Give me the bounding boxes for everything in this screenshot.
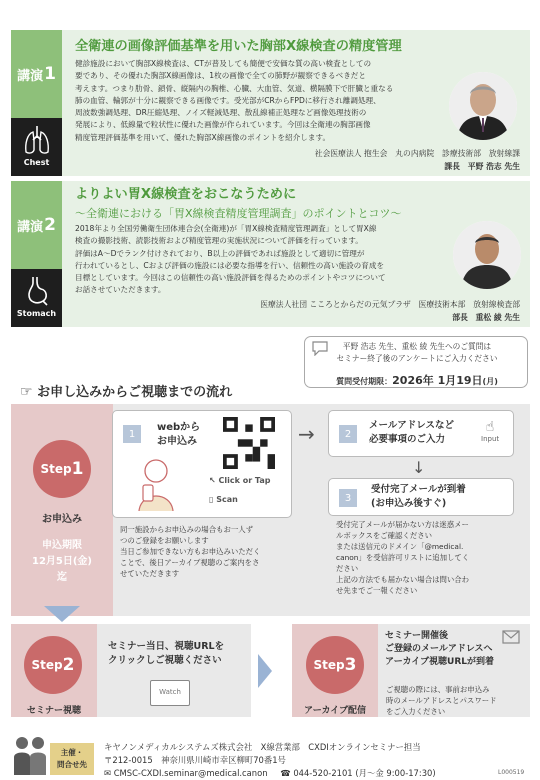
lecture-1-title: 全衛連の画像評価基準を用いた胸部X線検査の精度管理 [75, 39, 402, 54]
card-3-title: 受付完了メールが到着 (お申込み後すぐ) [371, 484, 466, 509]
phone-icon: ▯ [209, 495, 217, 504]
card-1-title: webから お申込み [157, 422, 201, 447]
footer-email[interactable]: CMSC-CXDI.seminar@medical.canon [113, 768, 268, 778]
hand-touch-icon: ☝ [485, 419, 495, 435]
question-line-2: セミナー終了後のアンケートにご入力ください [336, 354, 498, 363]
pointing-hand-icon: ☞ [20, 384, 33, 400]
lecture-2-organ [11, 269, 62, 327]
organ-label: Stomach [16, 309, 57, 318]
footer-company: キヤノンメディカルシステムズ株式会社 X線営業部 CXDIオンラインセミナー担当 [104, 742, 421, 752]
step-2-text: セミナー当日、視聴URLを クリックしご視聴ください [108, 641, 225, 666]
stomach-icon [23, 275, 51, 307]
step-1-card-mail [328, 478, 514, 516]
lecture-1 [11, 30, 530, 176]
arrow-right-icon: → [298, 422, 315, 446]
staff-illustration-icon [12, 735, 48, 775]
footer-contact [104, 767, 436, 779]
step-1-card-web[interactable] [112, 410, 292, 518]
lecture-1-organ [11, 118, 62, 176]
chevron-right-icon [258, 654, 272, 688]
speaker-2-name: 部長 重松 綾 先生 [452, 313, 520, 322]
lungs-icon [23, 124, 51, 156]
footer-address: 〒212-0015 神奈川県川崎市幸区柳町70番1号 [104, 755, 286, 765]
arrow-down-icon: ↓ [412, 458, 426, 477]
card-2-number: 2 [339, 425, 357, 443]
speaker-2-photo [453, 221, 521, 289]
person-with-phone-icon [125, 455, 187, 513]
lecture-1-side [11, 30, 62, 176]
chevron-down-icon [44, 606, 80, 622]
step-1-card-input [328, 410, 514, 457]
input-label: ☝ Input [481, 419, 500, 443]
step-3-text: セミナー開催後 ご登録のメールアドレスへ アーカイブ視聴URLが到着 [385, 631, 494, 667]
click-or-tap-label: ↖ Click or Tap [209, 476, 271, 485]
question-box [304, 336, 528, 388]
organizer-badge: 主催・ 問合せ先 [50, 743, 94, 775]
card-1-number: 1 [123, 425, 141, 443]
lecture-2-side [11, 181, 62, 327]
card-2-title: メールアドレスなど 必要事項のご入力 [369, 420, 455, 445]
step-3-label: アーカイブ配信 [303, 706, 366, 716]
question-line-1: 平野 浩志 先生、重松 綾 先生へのご質問は [342, 342, 492, 351]
speaker-1-org: 社会医療法人 抱生会 丸の内病院 診療技術部 放射線課 [314, 149, 520, 158]
step-3-circle: Step 3 [306, 636, 364, 694]
step-1-notes-right: 受付完了メールが届かない方は迷惑メー ルボックスをご確認ください または送信元のドメイン「@medical. canon」を受信許可リストに追加してく ださい 上記の方法でも届かない場合は問い合わ せ先までご一報ください [336, 520, 470, 595]
mail-icon: ✉ [104, 768, 114, 778]
speaker-1-photo [449, 72, 517, 140]
step-1-notes-left: 同一施設からお申込みの場合もお一人ず つのご登録をお願いします 当日ご参加できない方もお申込みいただく ことで、後日アーカイブ視聴のご案内をさ せていただきます [120, 525, 261, 578]
step-1-period: 申込期限 12月5日(金) 迄 [31, 540, 92, 583]
footer-phone: 044-520-2101 [293, 768, 353, 778]
scan-label: ▯ Scan [209, 495, 238, 504]
card-3-number: 3 [339, 489, 357, 507]
lecture-2-body: 2018年より全国労働衛生団体連合会(全衛連)が「胃X線検査精度管理調査」として胃X線 検査の撮影技術、読影技術および精度管理の実施状況について評価を行っています。 評価はA～Dでランク付けされており、B以上の評価であれば施設として適切に管理が 行われているとし、Cおよび評価の施設には必要な指導を行い、信頼性の高い施設の育成を 目標としています。今回はこの信頼性の高い施設評価を得るためのポイントやコツについて お話させていただきます。 [75, 224, 386, 295]
question-deadline: 質問受付期限：2026年 1月19日(月) [336, 374, 498, 387]
speaker-2-org: 医療法人社団 こころとからだの元気プラザ 医療技術本部 放射線検査部 [260, 300, 520, 309]
step-2-circle: Step 2 [24, 636, 82, 694]
step-1-circle: Step 1 [33, 440, 91, 498]
lecture-2-title: よりよい胃X線検査をおこなうために [75, 187, 297, 202]
speaker-1-name: 課長 平野 浩志 先生 [444, 162, 520, 171]
cursor-icon: ↖ [209, 476, 219, 485]
watch-monitor-icon: Watch [150, 680, 190, 706]
lecture-1-tag: 講演 1 [11, 30, 62, 118]
phone-icon: ☎ [280, 768, 294, 778]
flow-heading: ☞ お申し込みからご視聴までの流れ [20, 384, 233, 400]
step-3-notes: ご視聴の際には、事前お申込み 時のメールアドレスとパスワード をご入力ください [386, 685, 497, 716]
mail-icon [502, 628, 520, 644]
organ-label: Chest [23, 158, 50, 167]
lecture-2 [11, 181, 530, 327]
footer-hours: (月～金 9:00-17:30) [355, 768, 436, 778]
step-1-label: お申込み [42, 514, 82, 525]
lecture-2-tag: 講演 2 [11, 181, 62, 269]
lecture-2-subtitle: ～全衛連における「胃X線検査精度管理調査」のポイントとコツ～ [75, 207, 402, 220]
footer-code: L000519 [498, 769, 525, 776]
qr-code[interactable] [223, 417, 275, 469]
step-2-label: セミナー視聴 [26, 706, 81, 716]
lecture-1-body: 健診施設において胸部X線検査は、CTが普及しても簡便で安価な質の高い検査としての 要であり、その優れた胸部X線画像は、1枚の画像で全ての肺野が観察できるべきだと 考えます。つまり肋骨、鎖骨、縦隔内の胸椎、心臓、大血管、気道、横隔膜下で肝臓と重なる 肺の血管、輪郭が十分に観察できる画像です。受光部がCRからFPDに移行され離調処理、 周波数強調処理、DR圧縮処理、ノイズ軽減処理、散乱線補正処理など画像処理技術の 発展により、低線量で粒状性に優れた画像が作られています。今回は全衛連の胸部画像 精度管理評価基準を用いて、優れた胸部X線画像のポイントを紹介します。 [75, 59, 394, 142]
